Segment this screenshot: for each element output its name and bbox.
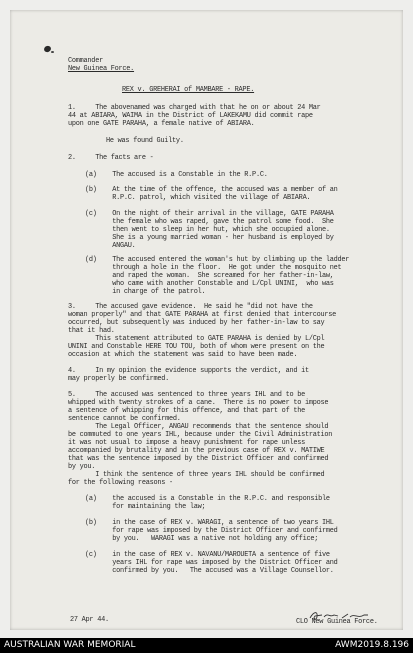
body-text-line: I think the sentence of three years IHL should be confirmed [68,471,325,479]
footer-institution: AUSTRALIAN WAR MEMORIAL [4,640,136,650]
signature-block: CLO New Guinea Force. [296,618,378,626]
body-text-line: who came with another Constable and L/Cpl UNINI, who was [85,280,334,288]
body-text-line: (d) The accused entered the woman's hut by climbing up the ladder [85,256,350,264]
footer-catalog-id: AWM2019.8.196 [335,640,409,650]
body-text-line: R.P.C. patrol, which visited the village of ABIARA. [85,194,311,202]
addressee-line-1: Commander [68,57,103,65]
body-text-line: occasion at which the statement was said to have been made. [68,351,298,359]
body-text-line: woman properly" and that GATE PARAHA at first denied that intercourse [68,311,337,319]
body-text-line: in charge of the patrol. [85,288,206,296]
document-page [10,10,403,630]
body-text-line: confirmed by you. The accused was a Village Counsellor. [85,567,334,575]
body-text-line: (a) The accused is a Constable in the R.P.C. [85,171,268,179]
body-text-line: through a hole in the floor. He got under the mosquito net [85,264,342,272]
body-text-line: that it had. [68,327,115,335]
body-text-line: UNINI and Constable HERE TOU TOU, both of whom were present on the [68,343,325,351]
body-text-line: may properly be confirmed. [68,375,170,383]
body-text-line: ANGAU. [85,242,136,250]
ink-blot-mark [51,51,54,53]
body-text-line: This statement attributed to GATE PARAHA is denied by L/Cpl [68,335,325,343]
body-text-line: (b) in the case of REX v. WARAGI, a sentence of two years IHL [85,519,334,527]
body-text-line: (c) in the case of REX v. NAVANU/MAROUETA a sentence of five [85,551,330,559]
body-text-line: (c) On the night of their arrival in the village, GATE PARAHA [85,210,334,218]
body-text-line: 1. The abovenamed was charged with that he on or about 24 Mar [68,104,321,112]
body-text-line: She is a young married woman - her husband is employed by [85,234,334,242]
body-text-line: 44 at ABIARA, WAIMA in the District of LAKEKAMU did commit rape [68,112,313,120]
body-text-line: 3. The accused gave evidence. He said he "did not have the [68,303,313,311]
body-text-line: accompanied by brutality and in the previous case of REX v. MATIWE [68,447,325,455]
archive-footer [0,638,413,653]
body-text-line: whipped with twenty strokes of a cane. There is no power to impose [68,399,329,407]
document-date: 27 Apr 44. [70,616,109,624]
body-text-line: and raped the woman. She screamed for her father-in-law, [85,272,334,280]
body-text-line: sentence cannot be confirmed. [68,415,181,423]
body-text-line: for rape was imposed by the District Officer and confirmed [85,527,338,535]
body-text-line: that was the sentence imposed by the District Officer and confirmed [68,455,329,463]
body-text-line: by you. [68,463,96,471]
document-title: REX v. GREHERAI of MAMBARE - RAPE. [122,86,255,94]
body-text-line: He was found Guilty. [106,137,184,145]
body-text-line: 5. The accused was sentenced to three years IHL and to be [68,391,305,399]
body-text-line: The Legal Officer, ANGAU recommends that the sentence should [68,423,329,431]
body-text-line: upon one GATE PARAHA, a female native of ABIARA. [68,120,255,128]
body-text-line: 4. In my opinion the evidence supports the verdict, and it [68,367,309,375]
body-text-line: then went to sleep in her hut, which she occupied alone. [85,226,330,234]
body-text-line: be commuted to one years IHL, because under the Civil Administration [68,431,333,439]
body-text-line: it was not usual to impose a heavy punishment for rape unless [68,439,305,447]
body-text-line: for maintaining the law; [85,503,206,511]
addressee-line-2: New Guinea Force. [68,65,135,73]
body-text-line: 2. The facts are - [68,154,154,162]
body-text-line: for the following reasons - [68,479,173,487]
body-text-line: years IHL for rape was imposed by the District Officer and [85,559,338,567]
body-text-line: (b) At the time of the offence, the accused was a member of an [85,186,338,194]
body-text-line: (a) the accused is a Constable in the R.P.C. and responsible [85,495,330,503]
body-text-line: the female who was raped, gave the patrol some food. She [85,218,334,226]
body-text-line: a sentence of whipping for this offence, and that part of the [68,407,305,415]
body-text-line: occurred, but subsequently was induced by her father-in-law to say [68,319,325,327]
body-text-line: by you. WARAGI was a native not holding any office; [85,535,319,543]
